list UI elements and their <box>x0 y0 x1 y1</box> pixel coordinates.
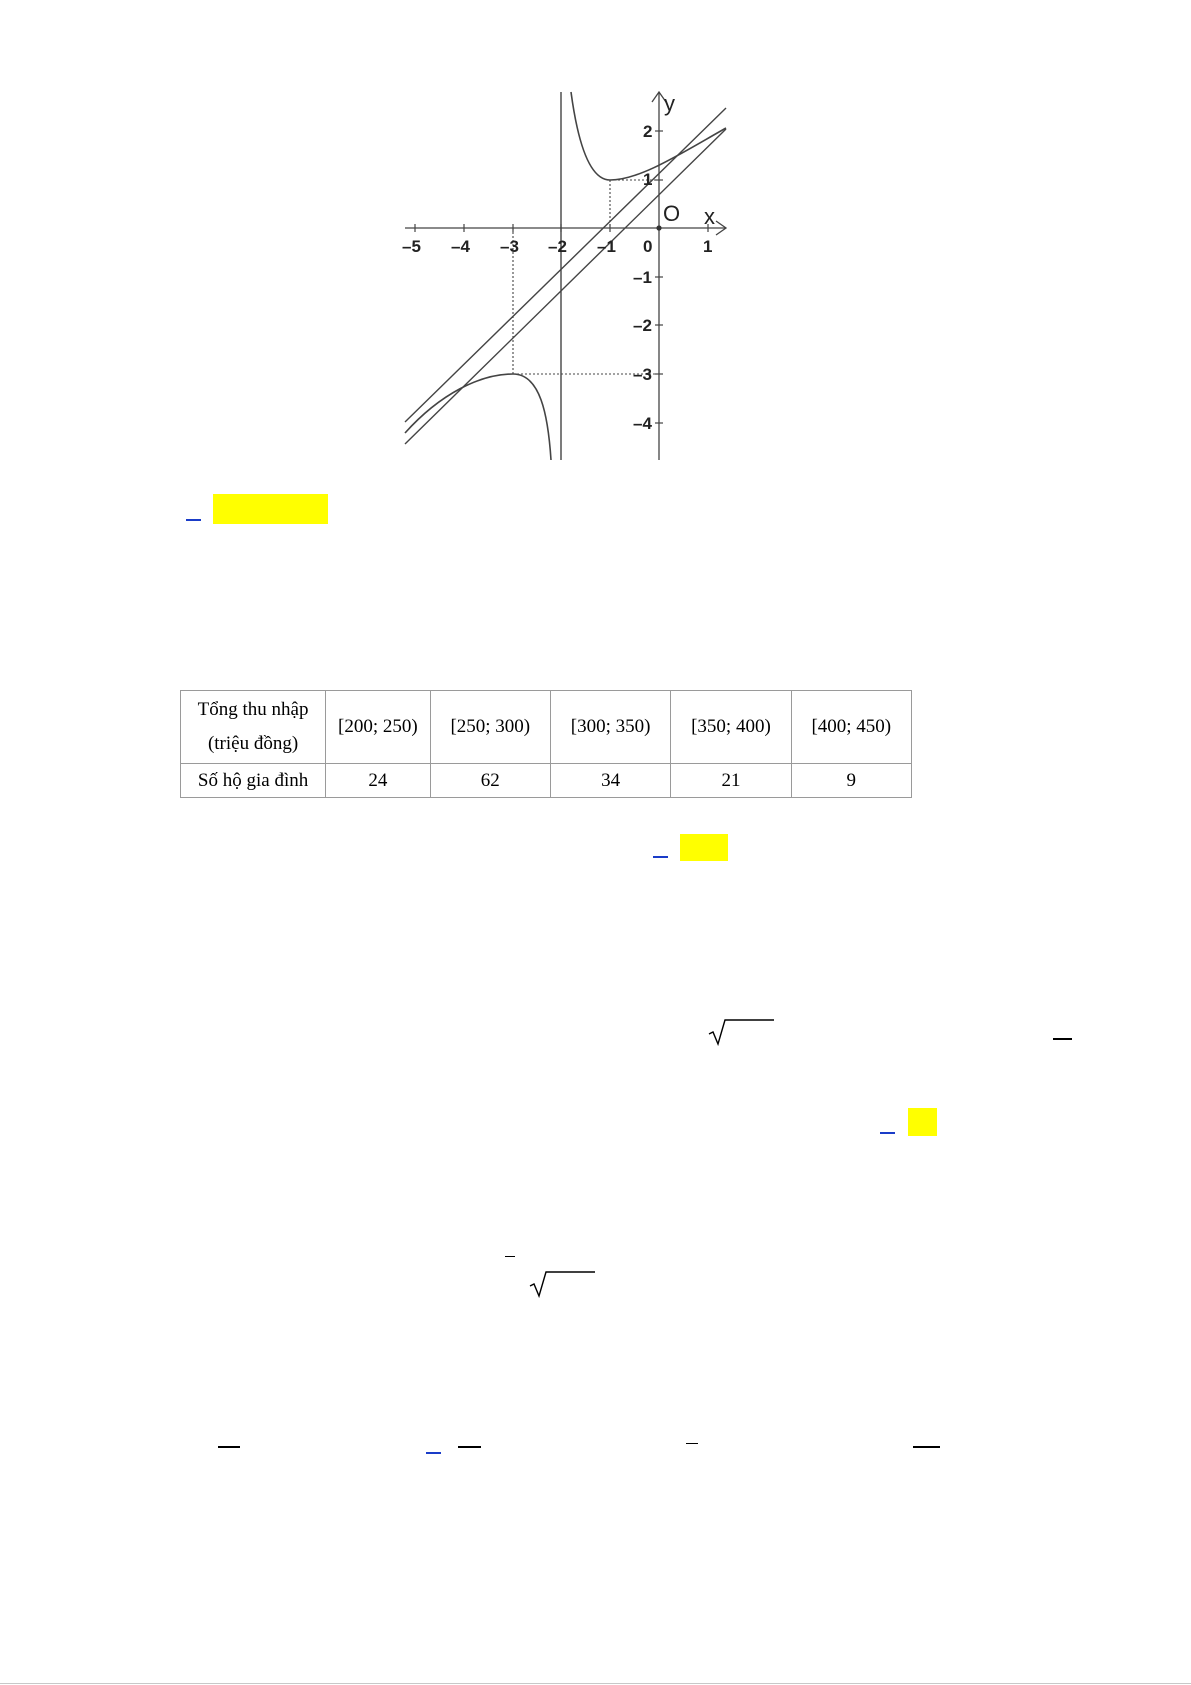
y-tick-label: –2 <box>633 316 652 335</box>
y-tick-label: 1 <box>643 170 653 189</box>
y-tick-label: –3 <box>633 365 652 384</box>
answer-highlight <box>908 1108 937 1136</box>
square-root-sign <box>529 1270 595 1298</box>
origin-point <box>656 225 661 230</box>
table-row-label: Số hộ gia đình <box>181 764 326 798</box>
count-cell: 24 <box>326 764 430 798</box>
interval-cell: [300; 350) <box>550 691 670 764</box>
y-axis-label: y <box>664 91 675 116</box>
count-cell: 62 <box>430 764 550 798</box>
interval-cell: [350; 400) <box>671 691 791 764</box>
x-tick-label: –3 <box>500 237 519 256</box>
x-tick-label: 0 <box>643 237 653 256</box>
y-tick-label: –4 <box>633 414 652 433</box>
origin-label: O <box>663 201 681 226</box>
answer-link-mark[interactable] <box>426 1452 441 1454</box>
function-graph <box>400 84 730 464</box>
y-tick-label: 2 <box>643 122 653 141</box>
y-tick-label: –1 <box>633 268 652 287</box>
answer-highlight <box>680 834 728 861</box>
answer-link-mark[interactable] <box>880 1132 895 1134</box>
interval-cell: [250; 300) <box>430 691 550 764</box>
answer-link-mark[interactable] <box>653 856 668 858</box>
square-root-sign <box>708 1018 774 1046</box>
x-tick-label: 1 <box>703 237 713 256</box>
answer-link-mark[interactable] <box>186 519 201 521</box>
x-axis-label: x <box>704 204 715 229</box>
table-header-label <box>181 691 326 764</box>
interval-cell: [200; 250) <box>326 691 430 764</box>
answer-highlight <box>213 494 328 524</box>
x-tick-label: –1 <box>597 237 616 256</box>
header-label-line1: Tổng thu nhập <box>197 699 309 720</box>
fraction-bar <box>458 1446 481 1448</box>
count-cell: 9 <box>791 764 911 798</box>
fraction-bar <box>686 1443 698 1444</box>
count-cell: 21 <box>671 764 791 798</box>
x-tick-label: –2 <box>548 237 567 256</box>
page-bottom-border <box>0 1683 1191 1684</box>
overline-mark <box>505 1256 515 1257</box>
x-tick-label: –4 <box>451 237 470 256</box>
fraction-bar <box>218 1446 240 1448</box>
fraction-bar <box>1053 1038 1072 1040</box>
line-b <box>405 129 726 444</box>
curve-lower-branch <box>405 374 551 460</box>
x-tick-label: –5 <box>402 237 421 256</box>
income-frequency-table <box>180 690 912 798</box>
interval-cell: [400; 450) <box>791 691 911 764</box>
header-label-line2: (triệu đồng) <box>207 733 299 754</box>
count-cell: 34 <box>550 764 670 798</box>
fraction-bar <box>913 1446 940 1448</box>
